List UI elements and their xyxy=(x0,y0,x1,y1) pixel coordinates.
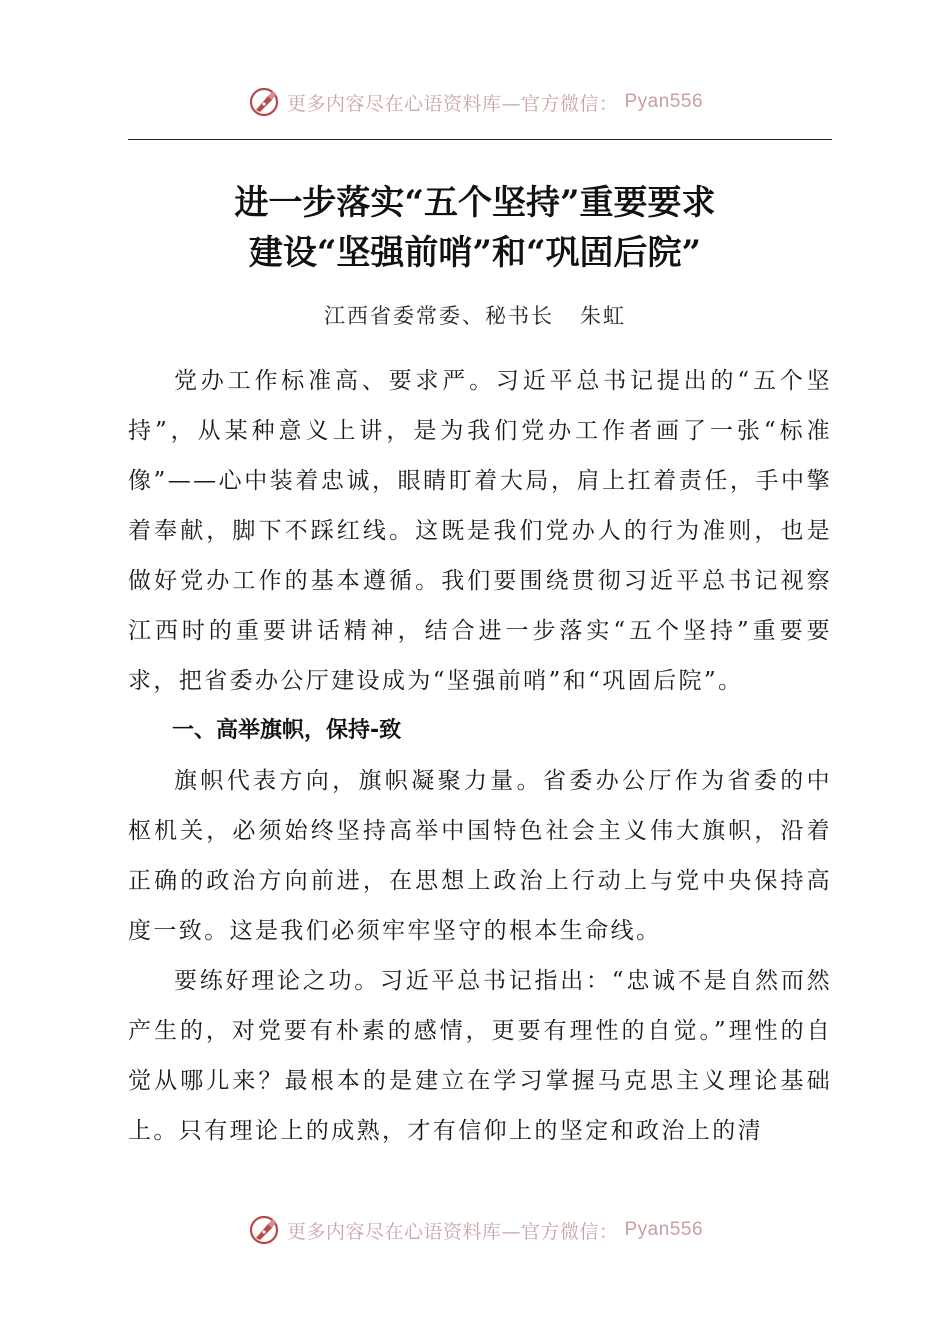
author-name: 朱虹 xyxy=(580,304,626,328)
header-watermark-banner xyxy=(0,80,950,124)
section-heading: 一、高举旗帜，保持-致 xyxy=(172,718,402,743)
body-paragraph: 要练好理论之功。习近平总书记指出：“忠诚不是自然而然产生的，对党要有朴素的感情，更要有理性的自觉。”理性的自觉从哪儿来？最根本的是建立在学习掌握马克思主义理论基础上。只有理论上的成熟，才有信仰上的坚定和政治上的清 xyxy=(128,968,832,1144)
footer-watermark-text: 更多内容尽在心语资料库—官方微信： xyxy=(286,1220,619,1243)
footer-watermark-banner xyxy=(0,1208,950,1252)
body-paragraph: 旗帜代表方向，旗帜凝聚力量。省委办公厅作为省委的中枢机关，必须始终坚持高举中国特色社会主义伟大旗帜，沿着正确的政治方向前进，在思想上政治上行动上与党中央保持高度一致。这是我们必须牢牢坚守的根本生命线。 xyxy=(128,768,832,944)
title-line-2: 建设“坚强前哨”和“巩固后院” xyxy=(248,233,702,273)
document-title xyxy=(0,178,950,278)
author-role: 江西省委常委、秘书长 xyxy=(324,304,554,328)
header-wechat-id: Pyan556 xyxy=(624,91,704,112)
header-divider xyxy=(128,139,832,140)
header-watermark-text: 更多内容尽在心语资料库—官方微信： xyxy=(286,92,619,115)
pen-nib-logo-icon xyxy=(247,85,281,119)
footer-wechat-id: Pyan556 xyxy=(624,1219,704,1240)
body-paragraph: 党办工作标准高、要求严。习近平总书记提出的“五个坚持”，从某种意义上讲，是为我们党办工作者画了一张“标准像”——心中装着忠诚，眼睛盯着大局，肩上扛着责任，手中擎着奉献，脚下不踩红线。这既是我们党办人的行为准则，也是做好党办工作的基本遵循。我们要围绕贯彻习近平总书记视察江西时的重要讲话精神，结合进一步落实“五个坚持”重要要求，把省委办公厅建设成为“坚强前哨”和“巩固后院”。 xyxy=(128,368,832,694)
pen-nib-logo-icon xyxy=(247,1213,281,1247)
title-line-1: 进一步落实“五个坚持”重要要求 xyxy=(234,183,716,223)
article-body xyxy=(128,356,832,1156)
author-byline xyxy=(0,300,950,330)
